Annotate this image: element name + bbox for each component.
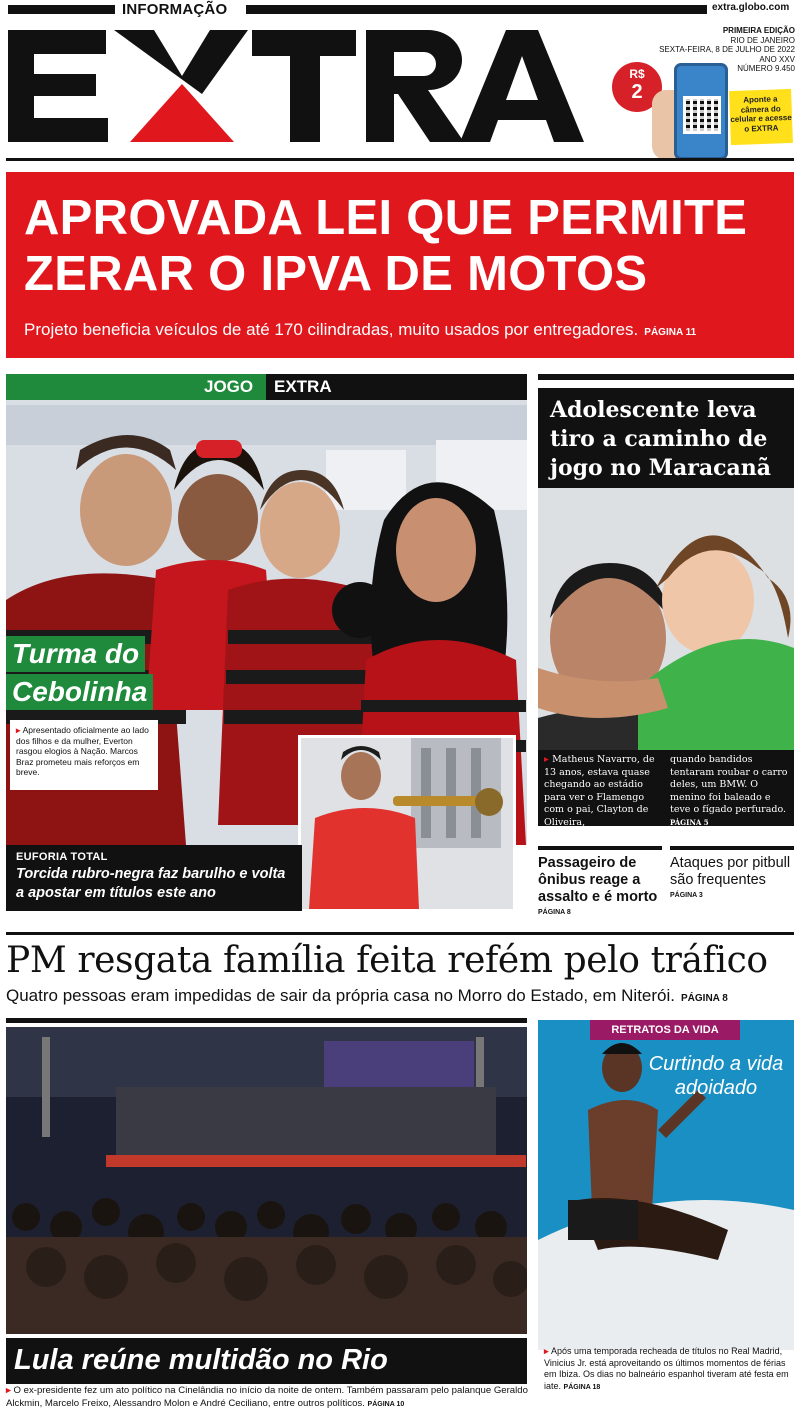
lula-page: PÁGINA 10 (367, 1400, 405, 1408)
lead-headline-line2: ZERAR O IPVA DE MOTOS (24, 247, 648, 301)
retratos-page: PÁGINA 18 (563, 1383, 601, 1391)
father-son-photo[interactable] (538, 488, 794, 750)
jogo-caption-text: Apresentado oficialmente ao lado dos filhos e da mulher, Everton rasgou elogios à Nação. Marcos Braz prometeu mais reforços em breve. (16, 725, 149, 777)
jogo-title-line1: Turma do (6, 636, 145, 672)
site-url[interactable]: extra.globo.com (712, 2, 790, 13)
teen-caption-right: quando bandidos tentaram roubar o carro deles, um BMW. O menino foi baleado e teve o fígado perfurado. PÁGINA 5 (670, 754, 788, 827)
edition-number: NÚMERO 9.450 (737, 64, 795, 73)
header-divider (6, 158, 794, 161)
lula-caption (6, 1385, 530, 1411)
pm-deck-text: Quatro pessoas eram impedidas de sair da própria casa no Morro do Estado, em Niterói. (6, 986, 675, 1005)
euforia-headline: Torcida rubro-negra faz barulho e volta a apostar em títulos este ano (16, 866, 286, 901)
lula-divider (6, 1018, 527, 1023)
brief-pitbull[interactable] (670, 846, 794, 899)
father-son-illustration (538, 488, 794, 750)
crowd-photo[interactable] (6, 1027, 527, 1334)
brief-passenger-page: PÁGINA 8 (538, 909, 571, 916)
jogo-title-line2: Cebolinha (6, 674, 153, 710)
price-value: 2 (631, 81, 643, 103)
right-top-rule (538, 374, 794, 380)
trumpet-photo[interactable] (298, 735, 516, 912)
euforia-box[interactable] (6, 845, 302, 911)
retratos-caption (544, 1346, 794, 1393)
lead-page: PÁGINA 11 (644, 327, 697, 338)
bullet-icon: ▸ (6, 1385, 14, 1396)
lula-headline[interactable]: Lula reúne multidão no Rio (6, 1338, 527, 1384)
lead-headline-line1: APROVADA LEI QUE PERMITE (24, 191, 748, 245)
retratos-photo[interactable] (538, 1020, 794, 1350)
edition-city: RIO DE JANEIRO (730, 35, 795, 45)
edition-year: ANO XXV (759, 54, 795, 64)
extra-logo-graphic (6, 8, 626, 153)
teen-page: PÁGINA 5 (670, 817, 709, 827)
sticky-note: Aponte a câmera do celular e acesse o EXTRA (729, 89, 793, 145)
euforia-kicker: EUFORIA TOTAL (16, 851, 108, 863)
teen-caption-left: ▸ Matheus Navarro, de 13 anos, estava quase chegando ao estádio para ver o Flamengo com o pai, Clayton de Oliveira, (544, 754, 655, 828)
teen-caption (538, 750, 794, 826)
extra-tag: EXTRA (274, 377, 332, 396)
pm-page: PÁGINA 8 (681, 993, 728, 1004)
jogo-caption (10, 720, 158, 790)
edition-name: PRIMEIRA EDIÇÃO (722, 26, 795, 35)
retratos-caption-text: Após uma temporada recheada de títulos no Real Madrid, Vinicius Jr. está aproveitando os últimos momentos de férias em Ibiza. Os dias no balneário espanhol tiveram até festa em iate. (544, 1346, 789, 1391)
retratos-title: Curtindo a vida adoidado (648, 1053, 784, 1099)
brief-passenger[interactable] (538, 846, 662, 916)
pm-divider (6, 932, 794, 935)
brief-passenger-text: Passageiro de ônibus reage a assalto e é morto (538, 855, 658, 905)
crowd-illustration (6, 1027, 527, 1334)
brief-pitbull-page: PÁGINA 3 (670, 892, 703, 899)
brief-pitbull-text: Ataques por pitbull são frequentes (670, 855, 791, 888)
bullet-icon: ▸ (544, 1346, 552, 1356)
jogo-title[interactable] (6, 636, 196, 712)
jogo-extra-bar (6, 374, 527, 400)
lead-deck-text: Projeto beneficia veículos de até 170 cilindradas, muito usados por entregadores. (24, 320, 639, 339)
lula-caption-text: O ex-presidente fez um ato político na Cinelândia no início da noite de ontem. Também passaram pelo palanque Geraldo Alckmin, Marcelo Freixo, Alessandro Molon e André Ceciliano, entre outros políticos. (6, 1385, 528, 1409)
edition-date: SEXTA-FEIRA, 8 DE JULHO DE 2022 (659, 45, 795, 54)
phone-graphic (674, 63, 728, 160)
teen-headline[interactable]: Adolescente leva tiro a caminho de jogo no Maracanã (538, 388, 794, 488)
pm-headline[interactable]: PM resgata família feita refém pelo tráfico (6, 940, 768, 981)
jogo-tag: JOGO (204, 377, 254, 396)
bullet-icon: ▸ (16, 725, 23, 735)
section-label: INFORMAÇÃO (122, 1, 228, 18)
qr-code-icon[interactable] (683, 96, 721, 134)
trumpet-photo-illustration (301, 738, 513, 909)
lead-story[interactable] (6, 172, 794, 358)
pm-deck (6, 986, 796, 1006)
lead-deck (24, 320, 784, 340)
price-currency: R$ (629, 67, 645, 81)
lead-headline (24, 190, 784, 302)
retratos-tag: RETRATOS DA VIDA (590, 1020, 740, 1040)
masthead-logo[interactable] (6, 8, 626, 153)
